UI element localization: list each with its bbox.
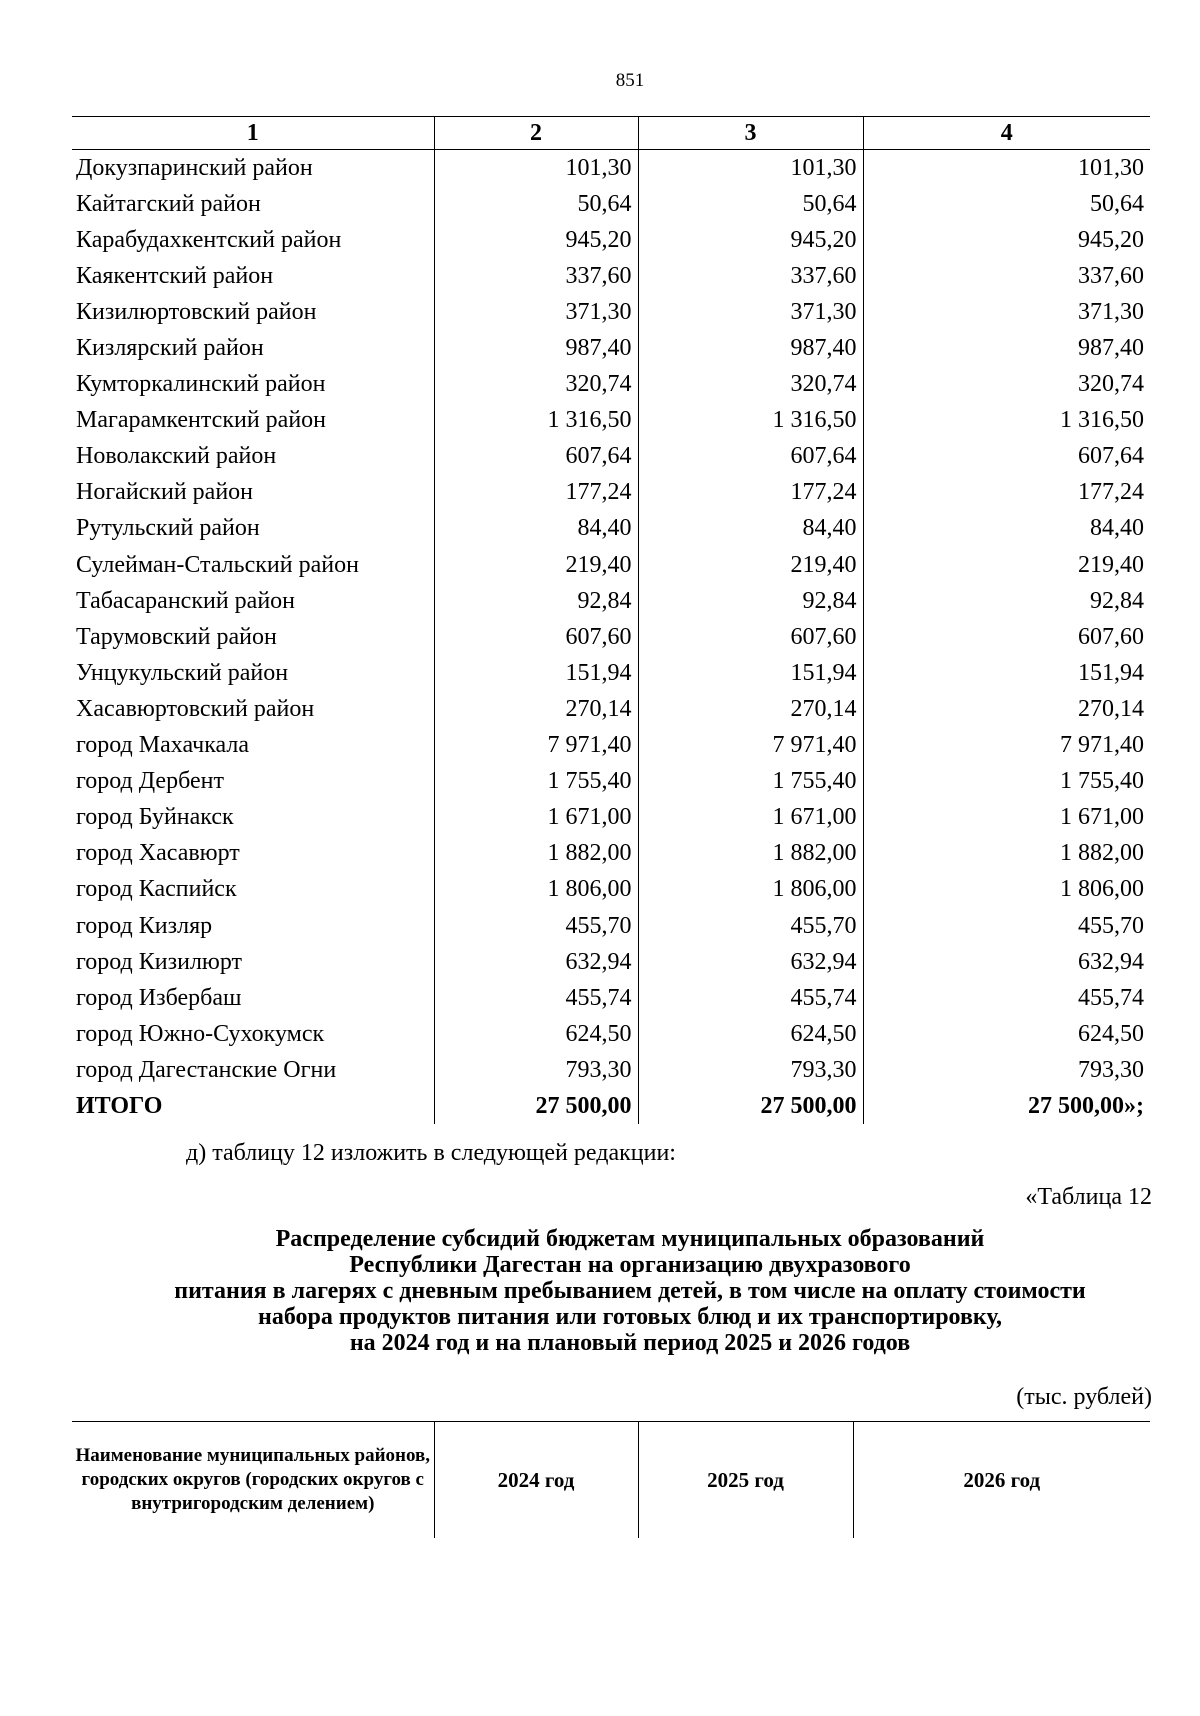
value-cell: 219,40	[638, 547, 863, 583]
municipality-name-cell: город Дербент	[76, 768, 224, 795]
table-row	[72, 511, 1150, 547]
value-cell: 101,30	[638, 150, 863, 187]
value-cell: 270,14	[638, 691, 863, 727]
municipality-name-cell: город Махачкала	[76, 732, 249, 759]
value-cell: 1 882,00	[863, 836, 1150, 872]
value-cell: 177,24	[863, 475, 1150, 511]
value-cell: 793,30	[434, 1052, 638, 1088]
municipality-name-cell: Кайтагский район	[76, 190, 261, 217]
table-row	[72, 836, 1150, 872]
municipality-name-cell: город Избербаш	[76, 984, 242, 1011]
value-cell: 371,30	[863, 294, 1150, 330]
value-cell: 371,30	[638, 294, 863, 330]
column-header: 2	[434, 117, 638, 150]
value-cell: 219,40	[863, 547, 1150, 583]
table-row	[72, 403, 1150, 439]
value-cell: 27 500,00»;	[863, 1088, 1150, 1124]
table-row	[72, 294, 1150, 330]
value-cell: 337,60	[638, 258, 863, 294]
table-row	[72, 980, 1150, 1016]
value-cell: 7 971,40	[863, 728, 1150, 764]
value-cell: 632,94	[638, 944, 863, 980]
value-cell: 50,64	[638, 186, 863, 222]
municipality-name-cell: город Кизилюрт	[76, 948, 243, 975]
page-number: 851	[615, 70, 645, 91]
value-cell: 1 316,50	[638, 403, 863, 439]
table-body	[72, 150, 1150, 1125]
value-cell: 987,40	[638, 330, 863, 366]
value-cell: 607,64	[638, 439, 863, 475]
value-cell: 320,74	[863, 367, 1150, 403]
subsidy-table	[72, 116, 1150, 1124]
table-header-row	[72, 117, 1150, 150]
municipality-name-cell: Унцукульский район	[76, 659, 289, 686]
table-row	[72, 944, 1150, 980]
title-line: питания в лагерях с дневным пребыванием детей, в том числе на оплату стоимости	[174, 1278, 1086, 1304]
title-line: Республики Дагестан на организацию двухразового	[349, 1252, 911, 1278]
title-line: на 2024 год и на плановый период 2025 и 2026 годов	[349, 1330, 911, 1356]
municipality-name-cell: Докузпаринский район	[76, 154, 313, 181]
value-cell: 455,70	[638, 908, 863, 944]
table-row	[72, 330, 1150, 366]
value-cell: 27 500,00	[434, 1088, 638, 1124]
municipality-name-cell: ИТОГО	[76, 1092, 163, 1119]
value-cell: 337,60	[863, 258, 1150, 294]
value-cell: 1 882,00	[638, 836, 863, 872]
municipality-name-cell: Магарамкентский район	[76, 407, 327, 434]
value-cell: 624,50	[434, 1016, 638, 1052]
value-cell: 1 882,00	[434, 836, 638, 872]
municipality-name-cell: Каякентский район	[76, 262, 274, 289]
value-cell: 1 806,00	[863, 872, 1150, 908]
municipality-name-cell: город Каспийск	[76, 876, 237, 903]
value-cell: 84,40	[434, 511, 638, 547]
value-cell: 632,94	[863, 944, 1150, 980]
value-cell: 177,24	[638, 475, 863, 511]
value-cell: 151,94	[638, 655, 863, 691]
table-row	[72, 655, 1150, 691]
value-cell: 84,40	[863, 511, 1150, 547]
value-cell: 101,30	[863, 150, 1150, 187]
value-cell: 270,14	[434, 691, 638, 727]
table-row	[72, 764, 1150, 800]
value-cell: 7 971,40	[434, 728, 638, 764]
table-row	[72, 800, 1150, 836]
municipality-name-cell: Новолакский район	[76, 443, 277, 470]
municipality-name-cell: город Буйнакск	[76, 804, 234, 831]
value-cell: 1 806,00	[434, 872, 638, 908]
title-line: набора продуктов питания или готовых блюд и их транспортировку,	[257, 1304, 1003, 1330]
value-cell: 455,74	[863, 980, 1150, 1016]
column-header-2025: 2025 год	[638, 1422, 853, 1539]
municipality-name-cell: Сулейман-Стальский район	[76, 551, 359, 578]
table-row	[72, 728, 1150, 764]
municipality-name-cell: Табасаранский район	[76, 587, 296, 614]
column-header: 3	[638, 117, 863, 150]
value-cell: 50,64	[863, 186, 1150, 222]
value-cell: 371,30	[434, 294, 638, 330]
table-row	[72, 1052, 1150, 1088]
column-header-name: Наименование муниципальных районов, городских округов (городских округов с внутригородским делением)	[72, 1422, 434, 1539]
value-cell: 7 971,40	[638, 728, 863, 764]
table-row	[72, 258, 1150, 294]
table-row	[72, 439, 1150, 475]
table-title	[100, 1226, 1160, 1356]
municipality-name-cell: Тарумовский район	[76, 623, 277, 650]
table-row	[72, 547, 1150, 583]
table-row	[72, 872, 1150, 908]
table-row	[72, 186, 1150, 222]
value-cell: 793,30	[638, 1052, 863, 1088]
municipality-name-cell: город Дагестанские Огни	[76, 1056, 337, 1083]
value-cell: 92,84	[434, 583, 638, 619]
municipality-name-cell: Кизлярский район	[76, 335, 264, 362]
units-label: (тыс. рублей)	[1016, 1384, 1152, 1410]
column-header: 1	[72, 117, 434, 150]
municipality-name-cell: город Южно-Сухокумск	[76, 1020, 325, 1047]
column-header-2026: 2026 год	[853, 1422, 1150, 1539]
value-cell: 1 806,00	[638, 872, 863, 908]
value-cell: 151,94	[434, 655, 638, 691]
value-cell: 84,40	[638, 511, 863, 547]
total-row	[72, 1088, 1150, 1124]
value-cell: 607,60	[434, 619, 638, 655]
value-cell: 945,20	[638, 222, 863, 258]
value-cell: 1 755,40	[638, 764, 863, 800]
municipality-name-cell: Рутульский район	[76, 515, 260, 542]
table-label: «Таблица 12	[1025, 1184, 1152, 1210]
value-cell: 624,50	[863, 1016, 1150, 1052]
value-cell: 793,30	[863, 1052, 1150, 1088]
value-cell: 1 671,00	[863, 800, 1150, 836]
instruction-text: д) таблицу 12 изложить в следующей редакции:	[186, 1140, 676, 1166]
value-cell: 27 500,00	[638, 1088, 863, 1124]
municipality-name-cell: Ногайский район	[76, 479, 254, 506]
table-row	[72, 475, 1150, 511]
table-row	[72, 367, 1150, 403]
value-cell: 320,74	[638, 367, 863, 403]
table-row	[72, 691, 1150, 727]
column-header-2024: 2024 год	[434, 1422, 638, 1539]
value-cell: 1 671,00	[638, 800, 863, 836]
value-cell: 92,84	[863, 583, 1150, 619]
municipality-name-cell: Кумторкалинский район	[76, 371, 326, 398]
table-12-header	[72, 1421, 1150, 1538]
value-cell: 1 755,40	[434, 764, 638, 800]
value-cell: 945,20	[434, 222, 638, 258]
municipality-name-cell: Карабудахкентский район	[76, 226, 342, 253]
value-cell: 455,70	[863, 908, 1150, 944]
value-cell: 219,40	[434, 547, 638, 583]
column-header: 4	[863, 117, 1150, 150]
value-cell: 1 755,40	[863, 764, 1150, 800]
value-cell: 455,74	[638, 980, 863, 1016]
table-row	[72, 583, 1150, 619]
table-12-header-row	[72, 1422, 1150, 1539]
value-cell: 607,60	[863, 619, 1150, 655]
value-cell: 101,30	[434, 150, 638, 187]
value-cell: 455,70	[434, 908, 638, 944]
value-cell: 1 671,00	[434, 800, 638, 836]
table-row	[72, 619, 1150, 655]
value-cell: 455,74	[434, 980, 638, 1016]
value-cell: 607,64	[434, 439, 638, 475]
value-cell: 945,20	[863, 222, 1150, 258]
table-row	[72, 150, 1150, 187]
value-cell: 270,14	[863, 691, 1150, 727]
value-cell: 1 316,50	[434, 403, 638, 439]
municipality-name-cell: город Кизляр	[76, 912, 213, 939]
table-row	[72, 222, 1150, 258]
value-cell: 607,60	[638, 619, 863, 655]
value-cell: 987,40	[434, 330, 638, 366]
table-row	[72, 1016, 1150, 1052]
value-cell: 632,94	[434, 944, 638, 980]
value-cell: 92,84	[638, 583, 863, 619]
municipality-name-cell: город Хасавюрт	[76, 840, 240, 867]
value-cell: 337,60	[434, 258, 638, 294]
municipality-name-cell: Кизилюртовский район	[76, 298, 317, 325]
title-line: Распределение субсидий бюджетам муниципальных образований	[275, 1226, 985, 1252]
value-cell: 320,74	[434, 367, 638, 403]
value-cell: 1 316,50	[863, 403, 1150, 439]
value-cell: 50,64	[434, 186, 638, 222]
table-row	[72, 908, 1150, 944]
value-cell: 607,64	[863, 439, 1150, 475]
municipality-name-cell: Хасавюртовский район	[76, 695, 315, 722]
value-cell: 987,40	[863, 330, 1150, 366]
value-cell: 151,94	[863, 655, 1150, 691]
value-cell: 624,50	[638, 1016, 863, 1052]
value-cell: 177,24	[434, 475, 638, 511]
